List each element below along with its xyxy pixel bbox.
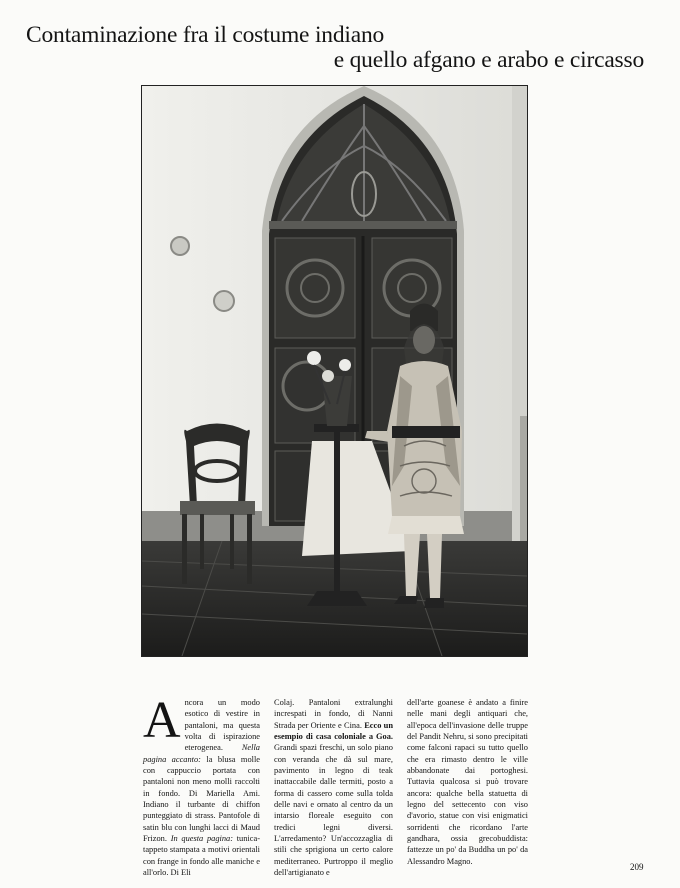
col3-text: dell'arte goanese è andato a finire nelle mani degli antiquari che, all'epoca dell'invasione delle truppe del Pandit Nehru, si sono precipitati come falconi rapaci su tutto quello che era rimasto dentro le ville abbandonate dai portoghesi. Tuttavia qualcosa si può trovare ancora: qualche bella statuetta di legno del settecento con viso d'avorio, statue con visi enigmatici sorridenti che ricordano l'arte gandhara, ossia grecobuddista: fattezze un po' da Buddha un po' da Alessandro Magno. — [407, 698, 528, 866]
col1-text-a: ncora un modo esotico di vestire in pantaloni, ma questa volta di ispirazione eterogenea. — [184, 698, 260, 753]
photograph — [141, 85, 528, 657]
drop-cap: A — [143, 692, 181, 749]
col2-heading: Ecco un esempio di casa coloniale a Goa. — [274, 720, 393, 742]
wall-plate — [214, 291, 234, 311]
col2-text-a: Colaj. Pantaloni extralunghi increspati in fondo, di Nanni Strada per Oriente e Cina. — [274, 698, 393, 730]
col2-text-b: Grandi spazi freschi, un solo piano con veranda che dà sul mare, pavimento in legno di teak inattaccabile dalle termiti, posto a forma di cassero come sulla tolda delle navi e ornato al centro da un intarsio floreale eseguito con tredici legni diversi. L'arredamento? Un'accozzaglia di stili che sprigiona un certo calore mediterraneo. Purtroppo il meglio dell'artigianato e — [274, 743, 393, 878]
article-column-3 — [407, 697, 528, 867]
article-column-2 — [274, 697, 393, 879]
headline-line-2: e quello afgano e arabo e circasso — [333, 47, 644, 73]
col1-text-b: la blusa molle con cappuccio portata con pantaloni non meno molli raccolti in fondo. Di Mariella Ami. Indiano il turbante di chiffon punteggiato di strass. Pantofole di satin blu con lunghi lacci di Maud Frizon. — [143, 754, 260, 844]
wall-plate — [171, 237, 189, 255]
article-column-1 — [143, 692, 260, 879]
col1-text-c: tunica-tappeto stampata a motivi orientali con frange in fondo alle maniche e all'orlo. Di Eli — [143, 834, 260, 878]
col1-caption-label-b: In questa pagina: — [170, 834, 237, 844]
page-number: 209 — [630, 862, 644, 872]
col1-caption-label-a: Nella pagina accanto: — [143, 743, 260, 764]
headline-line-1: Contaminazione fra il costume indiano — [26, 22, 385, 48]
